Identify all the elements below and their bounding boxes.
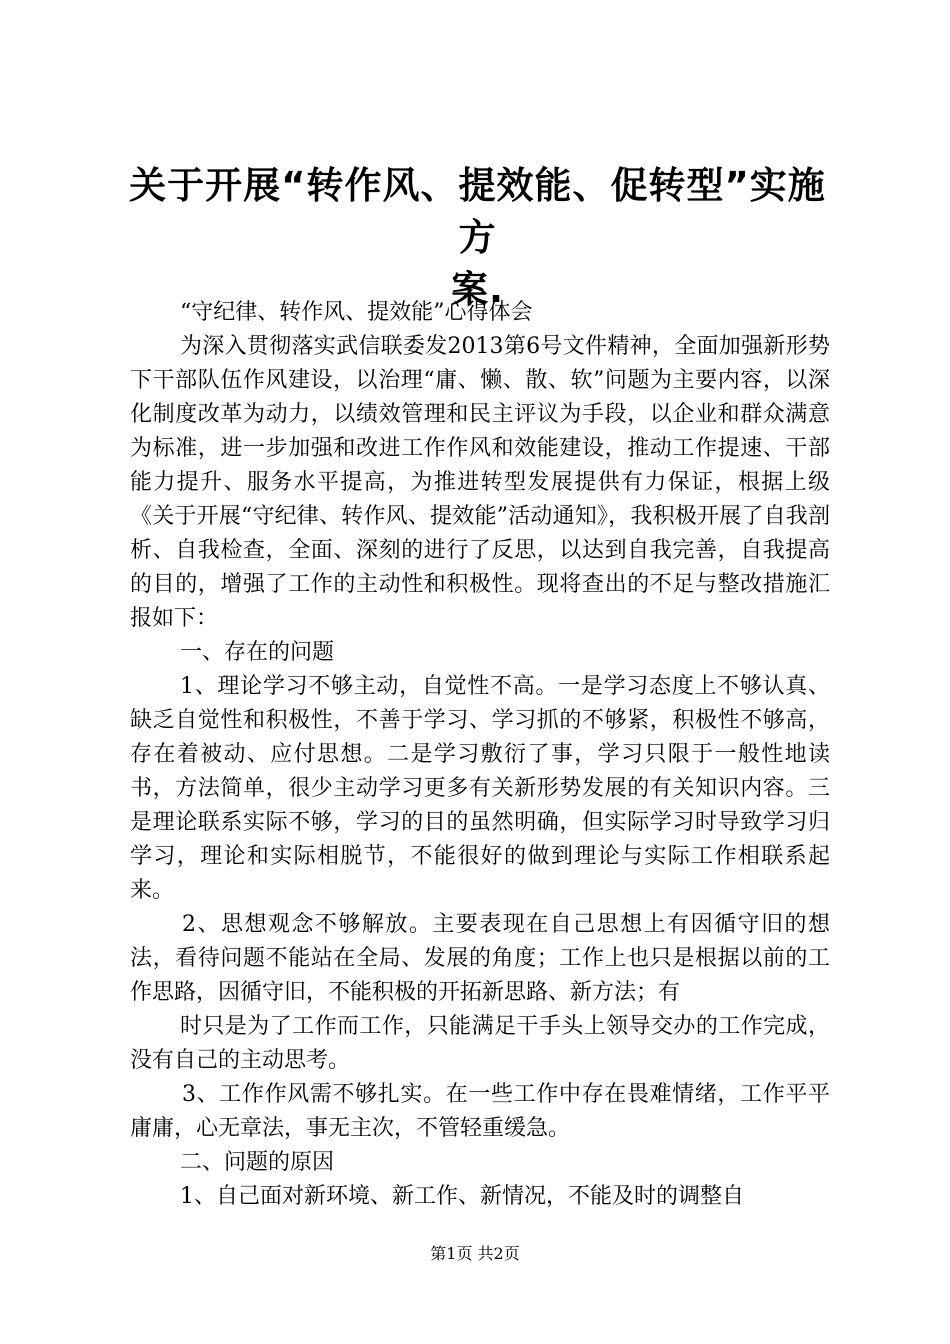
page-footer: 第1页 共2页 [430,1244,520,1263]
paragraph-problem-3: 3、工作作风需不够扎实。在一些工作中存在畏难情绪，工作平平庸庸，心无章法，事无主次，不管轻重缓急。 [130,1082,830,1141]
title-line-2: 案. [450,268,505,311]
paragraph-intro: 为深入贯彻落实武信联委发2013第6号文件精神，全面加强新形势下干部队伍作风建设，以治理“庸、懒、散、软”问题为主要内容，以深化制度改革为动力，以绩效管理和民主评议为手段，以企业和群众满意为标准，进一步加强和改进工作作风和效能建设，推动工作提速、干部能力提升、服务水平提高，为推进转型发展提供有力保证，根据上级《关于开展“守纪律、转作风、提效能”活动通知》，我积极开展了自我剖析、自我检查，全面、深刻的进行了反思，以达到自我完善，自我提高的目的，增强了工作的主动性和积极性。现将查出的不足与整改措施汇报如下： [130,334,830,631]
section-heading-causes: 二、问题的原因 [180,1150,335,1175]
document-body [130,296,830,1214]
paragraph-problem-1: 1、理论学习不够主动，自觉性不高。一是学习态度上不够认真、缺乏自觉性和积极性，不善于学习、学习抓的不够紧，积极性不够高，存在着被动、应付思想。二是学习敷衍了事，学习只限于一般性地读书，方法简单，很少主动学习更多有关新形势发展的有关知识内容。三是理论联系实际不够，学习的目的虽然明确，但实际学习时导致学习归学习，理论和实际相脱节，不能很好的做到理论与实际工作相联系起来。 [130,674,830,903]
section-heading-problems: 一、存在的问题 [180,640,335,665]
paragraph-problem-2: 2、思想观念不够解放。主要表现在自己思想上有因循守旧的想法，看待问题不能站在全局、发展的角度；工作上也只是根据以前的工作思路，因循守旧，不能积极的开拓新思路、新方法；有 [130,912,830,1005]
document-title [120,160,835,316]
paragraph-problem-2-cont: 时只是为了工作而工作，只能满足干手头上领导交办的工作完成，没有自己的主动思考。 [130,1014,830,1073]
paragraph-subtitle: “守纪律、转作风、提效能”心得体会 [180,300,533,325]
paragraph-cause-1: 1、自己面对新环境、新工作、新情况，不能及时的调整自 [180,1184,744,1209]
title-line-1: 关于开展“转作风、提效能、促转型”实施方 [129,164,826,259]
